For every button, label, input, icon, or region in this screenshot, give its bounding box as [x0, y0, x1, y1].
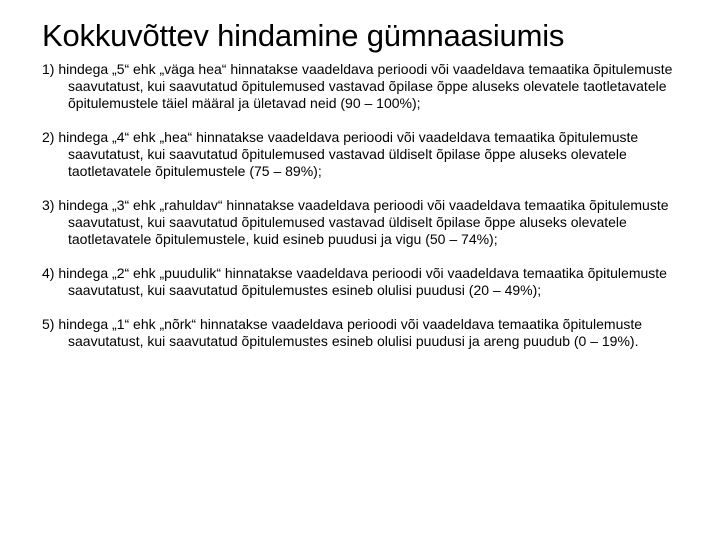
grading-list — [42, 61, 692, 350]
grade-2-item: 4) hindega „2“ ehk „puudulik“ hinnatakse vaadeldava perioodi või vaadeldava temaatika õpitulemuste saavutatust, kui saavutatud õpitulemustes esineb olulisi puudusi (20 – 49%); — [42, 265, 667, 298]
slide-title: Kokkuvõttev hindamine gümnaasiumis — [42, 18, 565, 53]
grade-3-item: 3) hindega „3“ ehk „rahuldav“ hinnatakse vaadeldava perioodi või vaadeldava temaatika õpitulemuste saavutatust, kui saavutatud õpitulemused vastavad üldiselt õpilase õppe aluseks olevatele taotletavatele õpitulemustele, kuid esineb puudusi ja vigu (50 – 74%); — [42, 197, 669, 247]
grade-4-item: 2) hindega „4“ ehk „hea“ hinnatakse vaadeldava perioodi või vaadeldava temaatika õpitulemuste saavutatust, kui saavutatud õpitulemused vastavad üldiselt õpilase õppe aluseks olevatele taotletavatele õpitulemustele (75 – 89%); — [42, 129, 639, 179]
grade-5-item: 1) hindega „5“ ehk „väga hea“ hinnatakse vaadeldava perioodi või vaadeldava temaatika õpitulemuste saavutatust, kui saavutatud õpitulemused vastavad õpilase õppe aluseks olevatele taotletavatele õpitulemustele täiel määral ja ületavad neid (90 – 100%); — [42, 61, 673, 111]
grade-1-item: 5) hindega „1“ ehk „nõrk“ hinnatakse vaadeldava perioodi või vaadeldava temaatika õpitulemuste saavutatust, kui saavutatud õpitulemustes esineb olulisi puudusi ja areng puudub (0 – 19%). — [42, 316, 643, 349]
